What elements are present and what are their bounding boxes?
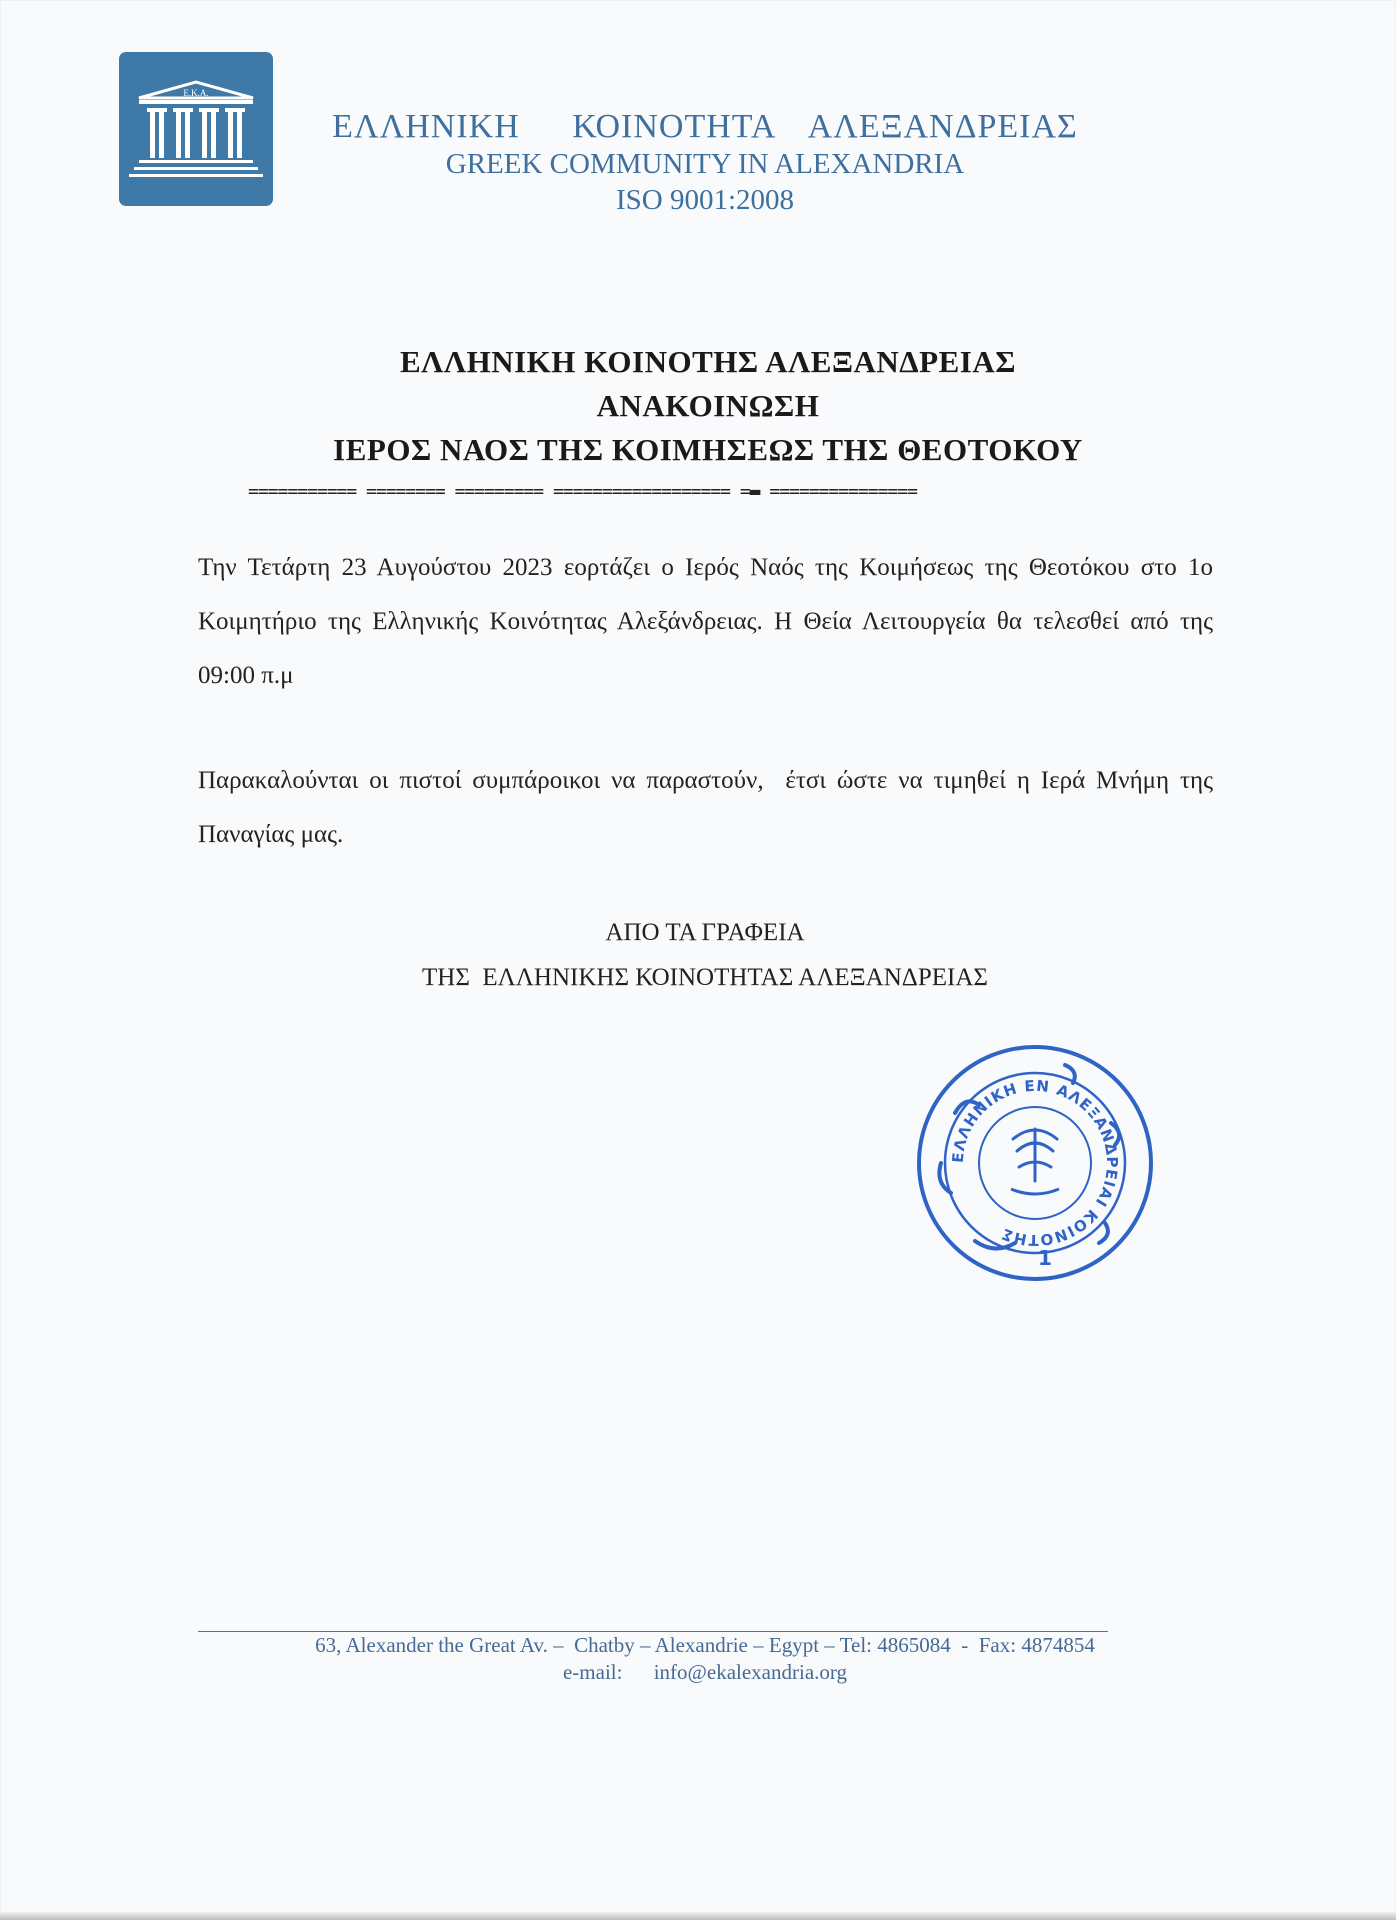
official-stamp bbox=[915, 1043, 1155, 1288]
stamp-number: 1 bbox=[1038, 1246, 1052, 1270]
seal-icon bbox=[915, 1043, 1155, 1283]
organization-title: ΕΛΛΗΝΙΚΗ ΚΟΙΝΟΤΗΣ ΑΛΕΞΑΝΔΡΕΙΑΣ bbox=[399, 344, 1017, 379]
body-paragraph-2: Παρακαλούνται οι πιστοί συμπάροικοι να παραστούν, έτσι ώστε να τιμηθεί η Ιερά Μνήμη της Παναγίας μας. bbox=[198, 767, 1220, 848]
title-separator: =========== ======== ========= ================== =▬ =============== bbox=[248, 485, 917, 499]
letterhead bbox=[300, 108, 1110, 218]
community-name-greek: ΕΛΛΗΝΙΚΗ ΚΟΙΝΟΤΗΤΑ ΑΛΕΞΑΝΔΡΕΙΑΣ bbox=[332, 108, 1078, 145]
signoff-line-2: ΤΗΣ ΕΛΛΗΝΙΚΗΣ ΚΟΙΝΟΤΗΤΑΣ ΑΛΕΞΑΝΔΡΕΙΑΣ bbox=[422, 964, 988, 991]
iso-certification: ISO 9001:2008 bbox=[615, 184, 795, 216]
announcement-titles bbox=[200, 340, 1216, 472]
email-link[interactable]: info@ekalexandria.org bbox=[653, 1660, 848, 1684]
stamp-ring-text: ΕΛΛΗΝΙΚΗ ΕΝ ΑΛΕΞΑΝΔΡΕΙΑΙ ΚΟΙΝΟΤΗΣ bbox=[948, 1076, 1122, 1250]
footer-contact bbox=[200, 1659, 1210, 1686]
announcement-subject: ΙΕΡΟΣ ΝΑΟΣ ΤΗΣ ΚΟΙΜΗΣΕΩΣ ΤΗΣ ΘΕΟΤΟΚΟΥ bbox=[333, 432, 1083, 467]
logo-inscription: E.K.A. bbox=[183, 88, 209, 98]
body-paragraph-1: Την Τετάρτη 23 Αυγούστου 2023 εορτάζει ο Ιερός Ναός της Κοιμήσεως της Θεοτόκου στο 1ο Κοιμητήριο της Ελληνικής Κοινότητας Αλεξάνδρειας. Η Θεία Λειτουργεία θα τελεσθεί από της 09:00 π.μ bbox=[198, 554, 1226, 689]
scan-edge bbox=[0, 1912, 1396, 1920]
footer-address: 63, Alexander the Great Av. – Chatby – Alexandrie – Egypt – Tel: 4865084 - Fax: 4874854 bbox=[315, 1633, 1095, 1657]
signoff-line-1: ΑΠΟ ΤΑ ΓΡΑΦΕΙΑ bbox=[605, 919, 805, 946]
community-name-english: GREEK COMMUNITY IN ALEXANDRIA bbox=[445, 148, 965, 180]
community-logo bbox=[119, 52, 273, 206]
announcement-heading: ΑΝΑΚΟΙΝΩΣΗ bbox=[596, 388, 820, 423]
signoff bbox=[300, 910, 1110, 1000]
footer bbox=[200, 1632, 1210, 1686]
email-label: e-mail: bbox=[562, 1660, 623, 1684]
temple-icon bbox=[119, 52, 273, 206]
